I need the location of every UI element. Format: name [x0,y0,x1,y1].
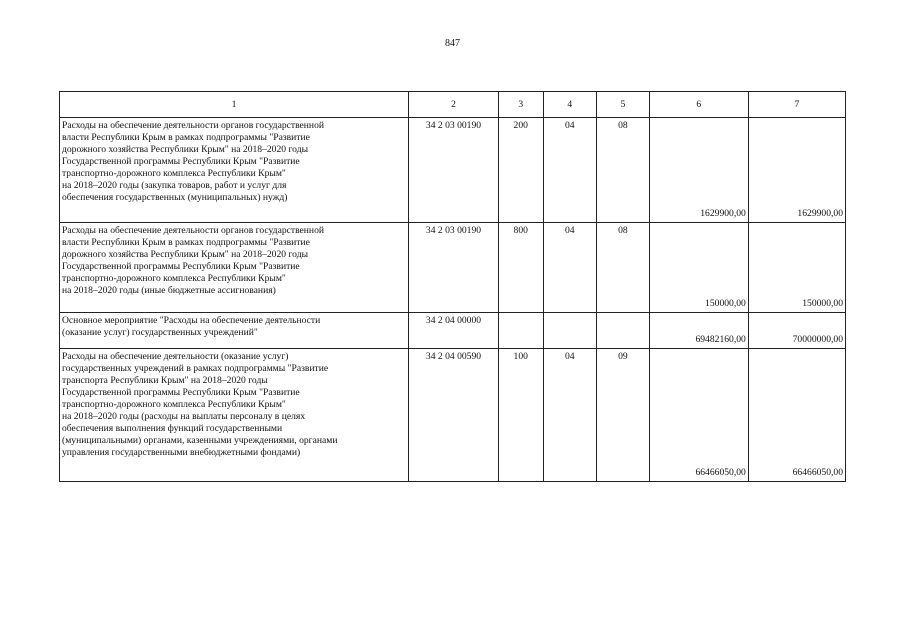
row-col3: 100 [499,349,544,482]
row-code: 34 2 04 00000 [408,313,498,349]
row-col7: 1629900,00 [748,118,845,223]
header-cell-5: 5 [597,92,650,118]
row-col6: 150000,00 [649,223,748,313]
row-col4: 04 [543,349,597,482]
row-col3 [499,313,544,349]
row-col6: 69482160,00 [649,313,748,349]
row-description: Расходы на обеспечение деятельности (оказание услуг) государственных учреждений в рамках подпрограммы "Развитие транспорта Республики Крым" на 2018–2020 годы Государственной программы Республики Крым "Развитие транспортно-дорожного комплекса Республики Крым" на 2018–2020 годы (расходы на выплаты персоналу в целях обеспечения выполнения функций государственными (муниципальными) органами, казенными учреждениями, органами управления государственными внебюджетными фондами) [60,349,409,482]
row-col5: 08 [597,223,650,313]
page-number: 847 [445,38,460,49]
header-cell-6: 6 [649,92,748,118]
row-col4: 04 [543,223,597,313]
row-col5: 09 [597,349,650,482]
row-code: 34 2 03 00190 [408,223,498,313]
row-col7: 150000,00 [748,223,845,313]
row-col7: 70000000,00 [748,313,845,349]
header-cell-4: 4 [543,92,597,118]
row-code: 34 2 04 00590 [408,349,498,482]
table-row [60,313,846,349]
row-description: Расходы на обеспечение деятельности органов государственной власти Республики Крым в рамках подпрограммы "Развитие дорожного хозяйства Республики Крым" на 2018–2020 годы Государственной программы Республики Крым "Развитие транспортно-дорожного комплекса Республики Крым" на 2018–2020 годы (закупка товаров, работ и услуг для обеспечения государственных (муниципальных) нужд) [60,118,409,223]
row-col6: 66466050,00 [649,349,748,482]
table-row [60,349,846,482]
row-col5 [597,313,650,349]
row-description: Основное мероприятие "Расходы на обеспечение деятельности (оказание услуг) государственных учреждений" [60,313,409,349]
row-col5: 08 [597,118,650,223]
table-row [60,118,846,223]
row-col3: 200 [499,118,544,223]
row-col3: 800 [499,223,544,313]
row-code: 34 2 03 00190 [408,118,498,223]
budget-table [59,91,846,482]
row-col7: 66466050,00 [748,349,845,482]
header-cell-7: 7 [748,92,845,118]
header-row [60,92,846,118]
row-col4 [543,313,597,349]
header-cell-1: 1 [60,92,409,118]
header-cell-3: 3 [499,92,544,118]
row-col6: 1629900,00 [649,118,748,223]
header-cell-2: 2 [408,92,498,118]
row-col4: 04 [543,118,597,223]
table-row [60,223,846,313]
row-description: Расходы на обеспечение деятельности органов государственной власти Республики Крым в рамках подпрограммы "Развитие дорожного хозяйства Республики Крым" на 2018–2020 годы Государственной программы Республики Крым "Развитие транспортно-дорожного комплекса Республики Крым" на 2018–2020 годы (иные бюджетные ассигнования) [60,223,409,313]
